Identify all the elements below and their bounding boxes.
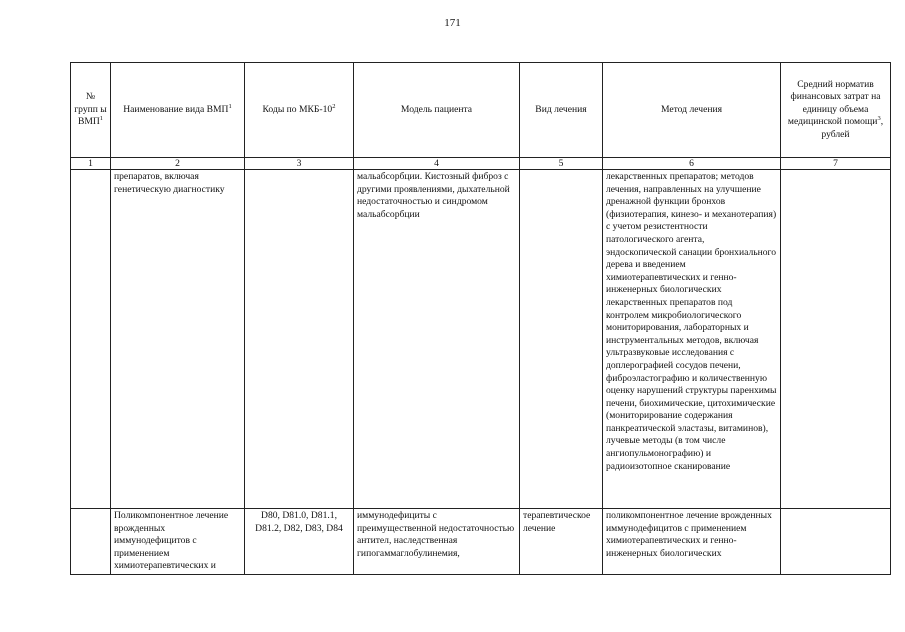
cell-group-no (71, 170, 111, 509)
cell-kind: терапевтическое лечение (520, 509, 603, 575)
cell-codes (245, 170, 354, 509)
column-number: 1 (71, 158, 111, 170)
column-number: 7 (781, 158, 891, 170)
cell-kind (520, 170, 603, 509)
column-number: 3 (245, 158, 354, 170)
cell-group-no (71, 509, 111, 575)
table-row (71, 509, 891, 575)
header-group-no: № групп ы ВМП$^1$ (71, 63, 111, 158)
header-cost: Средний норматив финансовых затрат на единицу объема медицинской помощи$^3$, рублей (781, 63, 891, 158)
column-number: 2 (111, 158, 245, 170)
cell-name: препаратов, включая генетическую диагностику (111, 170, 245, 509)
column-number: 5 (520, 158, 603, 170)
header-kind: Вид лечения (520, 63, 603, 158)
cell-method: лекарственных препаратов; методов лечения, направленных на улучшение дренажной функции бронхов (физиотерапия, кинезо- и механотерапия) с учетом резистентности патологического агента, эндоскопической санации бронхиального дерева и введением химиотерапевтических и генно-инженерных биологических лекарственных препаратов под контролем микробиологического мониторирования, лабораторных и инструментальных методов, включая ультразвуковые исследования с доплерографией сосудов печени, фиброэластографию и количественную оценку нарушений структуры паренхимы печени, биохимические, цитохимические (мониторирование содержания панкреатической эластазы, витаминов), лучевые методы (в том числе ангиопульмонографию) и радиоизотопное сканирование (603, 170, 781, 509)
header-name: Наименование вида ВМП$^1$ (111, 63, 245, 158)
column-number: 6 (603, 158, 781, 170)
cell-codes: D80, D81.0, D81.1, D81.2, D82, D83, D84 (245, 509, 354, 575)
cell-cost (781, 509, 891, 575)
header-codes: Коды по МКБ-$10^2$ (245, 63, 354, 158)
cell-name: Поликомпонентное лечение врожденных иммунодефицитов с применением химиотерапевтических и (111, 509, 245, 575)
column-number: 4 (354, 158, 520, 170)
table-row (71, 170, 891, 509)
cell-cost (781, 170, 891, 509)
header-model: Модель пациента (354, 63, 520, 158)
cell-method: поликомпонентное лечение врожденных иммунодефицитов с применением химиотерапевтических и генно-инженерных биологических (603, 509, 781, 575)
cell-model: мальабсорбции. Кистозный фиброз с другими проявлениями, дыхательной недостаточностью и синдромом мальабсорбции (354, 170, 520, 509)
header-method: Метод лечения (603, 63, 781, 158)
page-number: 171 (444, 17, 461, 29)
cell-model: иммунодефициты с преимущественной недостаточностью антител, наследственная гипогаммаглобулинемия, (354, 509, 520, 575)
vmp-table (70, 62, 891, 575)
column-numbers-row (71, 158, 891, 170)
